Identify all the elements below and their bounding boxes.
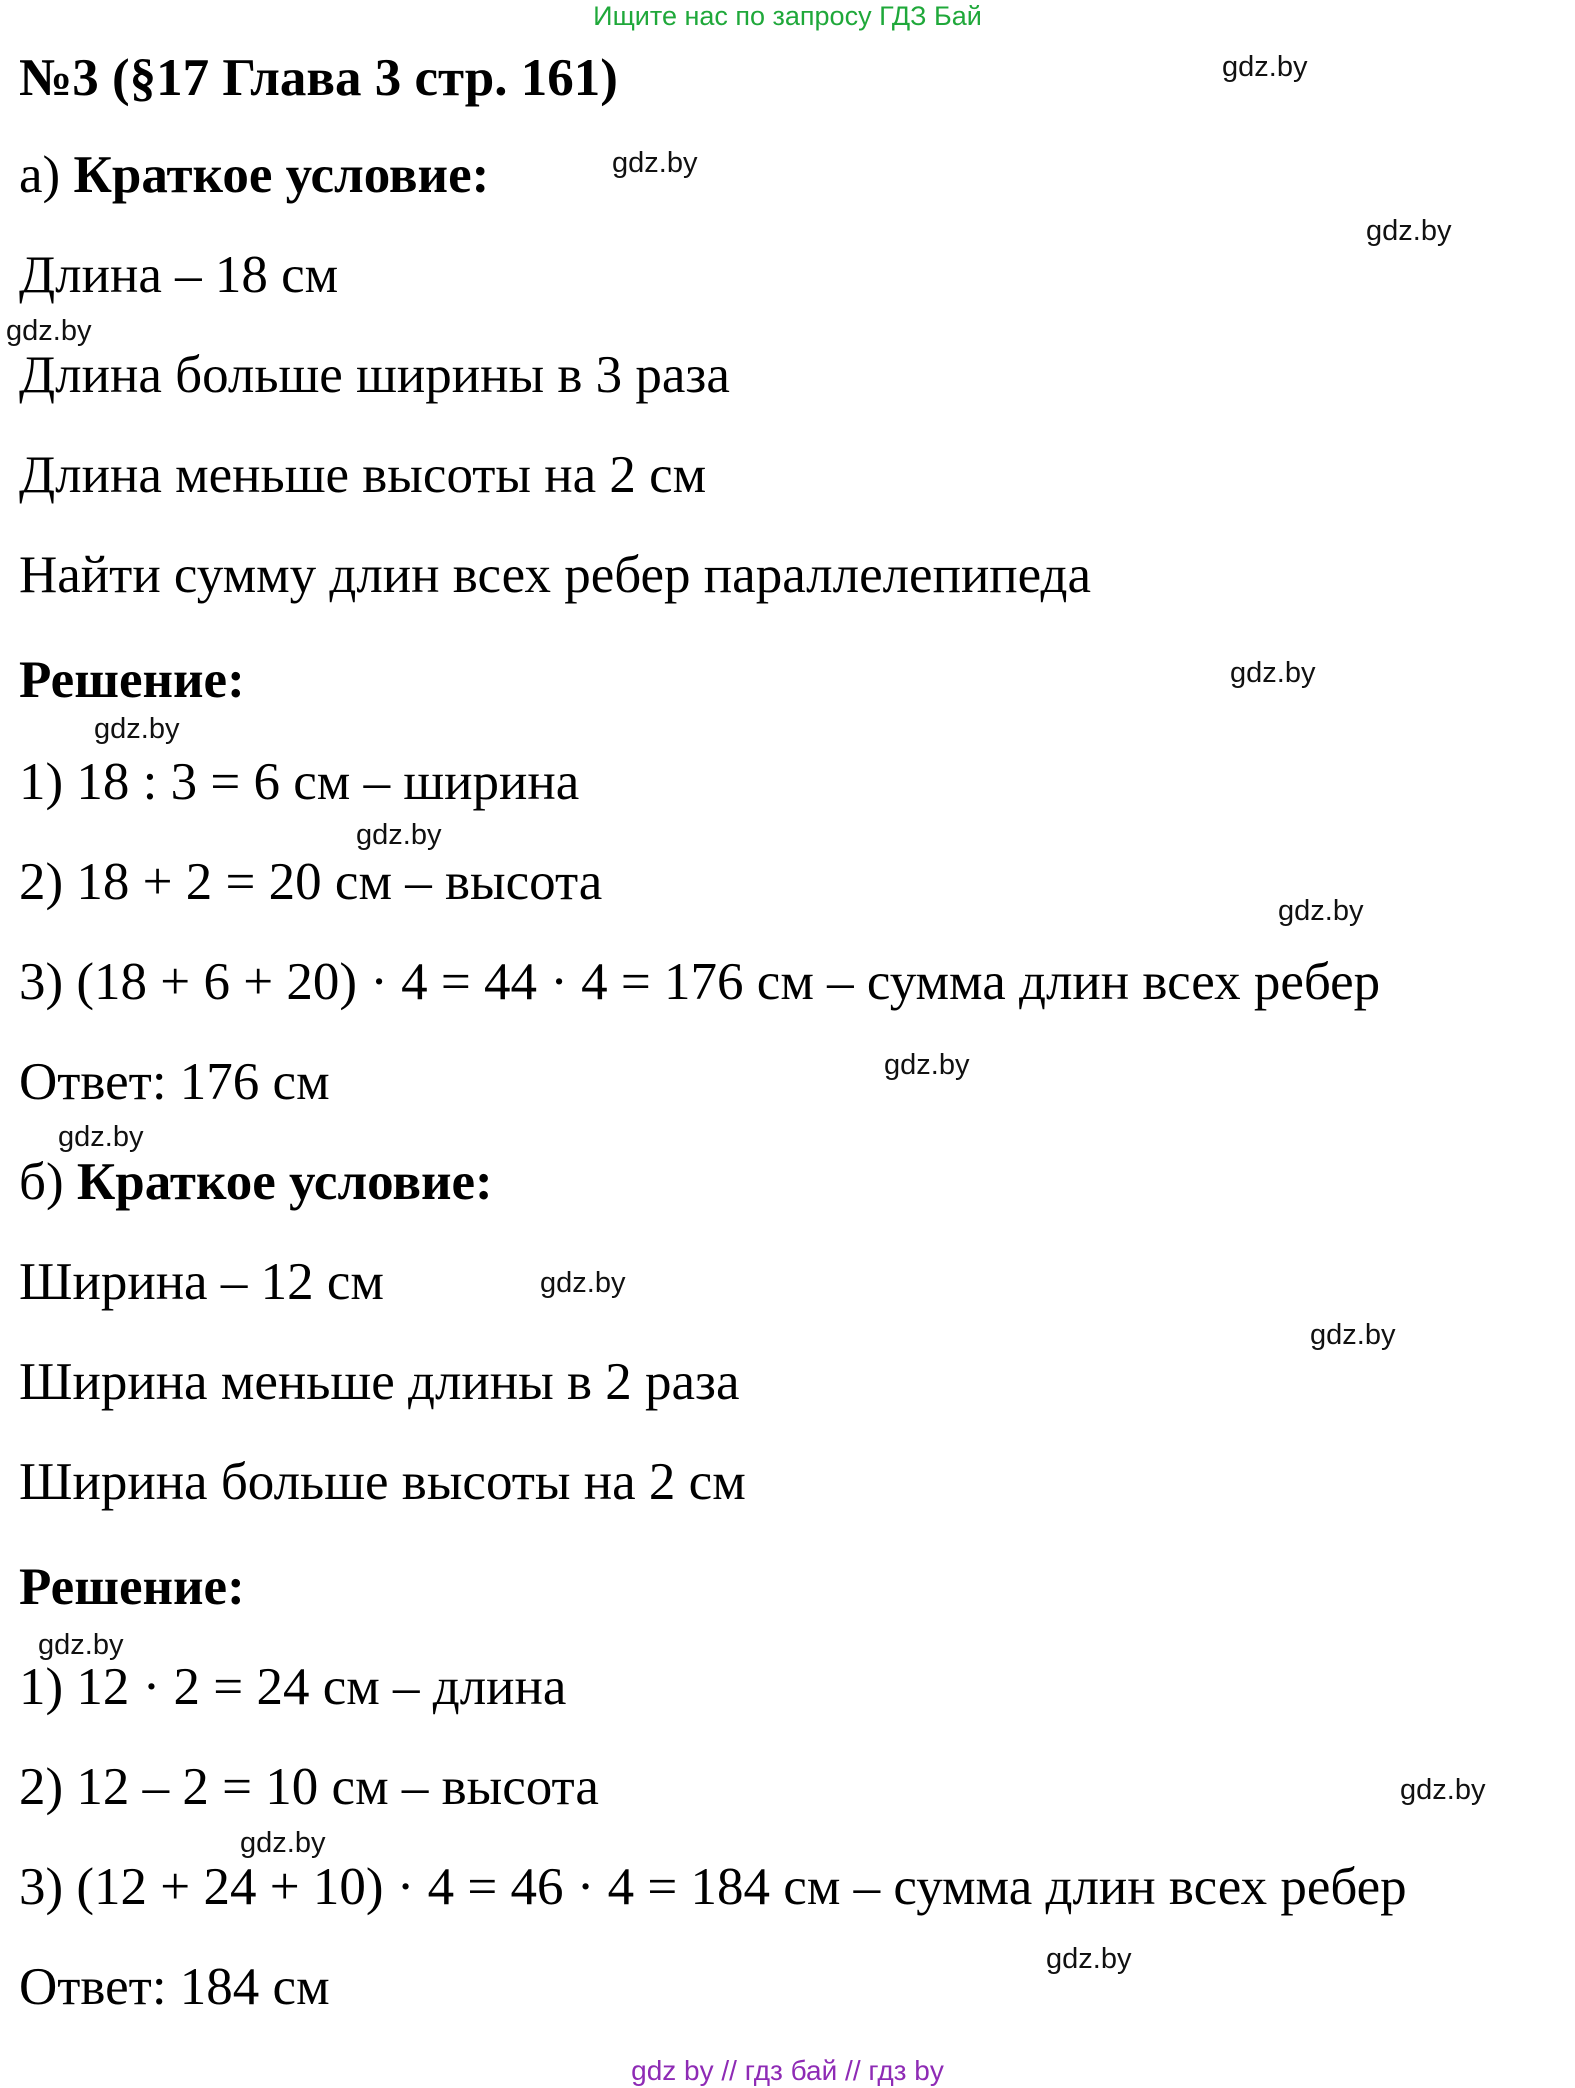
- watermark: gdz.by: [612, 147, 698, 179]
- part-a-heading-text: Краткое условие:: [73, 146, 490, 204]
- watermark: gdz.by: [58, 1121, 144, 1153]
- watermark: gdz.by: [38, 1629, 124, 1661]
- watermark: gdz.by: [1230, 657, 1316, 689]
- page-title: №3 (§17 Глава 3 стр. 161): [19, 49, 618, 107]
- watermark: gdz.by: [884, 1049, 970, 1081]
- part-a-step-1: 1) 18 : 3 = 6 см – ширина: [19, 753, 580, 811]
- footer-watermark: gdz by // гдз бай // гдз by: [631, 2055, 944, 2086]
- watermark: gdz.by: [1400, 1774, 1486, 1806]
- watermark: gdz.by: [1278, 895, 1364, 927]
- part-b-condition-heading: [19, 1152, 493, 1212]
- part-a-answer: Ответ: 176 см: [19, 1053, 330, 1111]
- part-a-condition-3: Длина меньше высоты на 2 см: [19, 446, 707, 504]
- part-a-condition-4: Найти сумму длин всех ребер параллелепипеда: [19, 546, 1091, 604]
- header-watermark: Ищите нас по запросу ГДЗ Бай: [593, 1, 982, 31]
- watermark: gdz.by: [540, 1267, 626, 1299]
- part-b-condition-2: Ширина меньше длины в 2 раза: [19, 1353, 740, 1411]
- part-a-condition-2: Длина больше ширины в 3 раза: [19, 346, 730, 404]
- part-b-answer: Ответ: 184 см: [19, 1958, 330, 2016]
- part-b-step-1: 1) 12 · 2 = 24 см – длина: [19, 1658, 567, 1716]
- part-b-step-2: 2) 12 – 2 = 10 см – высота: [19, 1758, 599, 1816]
- part-a-condition-heading: [19, 145, 489, 205]
- part-b-solution-heading: Решение:: [19, 1558, 245, 1616]
- watermark: gdz.by: [1046, 1943, 1132, 1975]
- watermark: gdz.by: [356, 819, 442, 851]
- part-b-label: б): [19, 1153, 77, 1211]
- watermark: gdz.by: [6, 315, 92, 347]
- part-a-solution-heading: Решение:: [19, 651, 245, 709]
- watermark: gdz.by: [1222, 51, 1308, 83]
- watermark: gdz.by: [1310, 1319, 1396, 1351]
- part-a-step-3: 3) (18 + 6 + 20) · 4 = 44 · 4 = 176 см – сумма длин всех ребер: [19, 953, 1381, 1011]
- part-a-condition-1: Длина – 18 см: [19, 246, 339, 304]
- part-b-condition-1: Ширина – 12 см: [19, 1253, 384, 1311]
- part-b-step-3: 3) (12 + 24 + 10) · 4 = 46 · 4 = 184 см – сумма длин всех ребер: [19, 1858, 1407, 1916]
- part-a-label: а): [19, 146, 74, 204]
- watermark: gdz.by: [1366, 215, 1452, 247]
- part-a-step-2: 2) 18 + 2 = 20 см – высота: [19, 853, 603, 911]
- watermark: gdz.by: [94, 713, 180, 745]
- part-b-heading-text: Краткое условие:: [76, 1153, 493, 1211]
- watermark: gdz.by: [240, 1827, 326, 1859]
- part-b-condition-3: Ширина больше высоты на 2 см: [19, 1453, 746, 1511]
